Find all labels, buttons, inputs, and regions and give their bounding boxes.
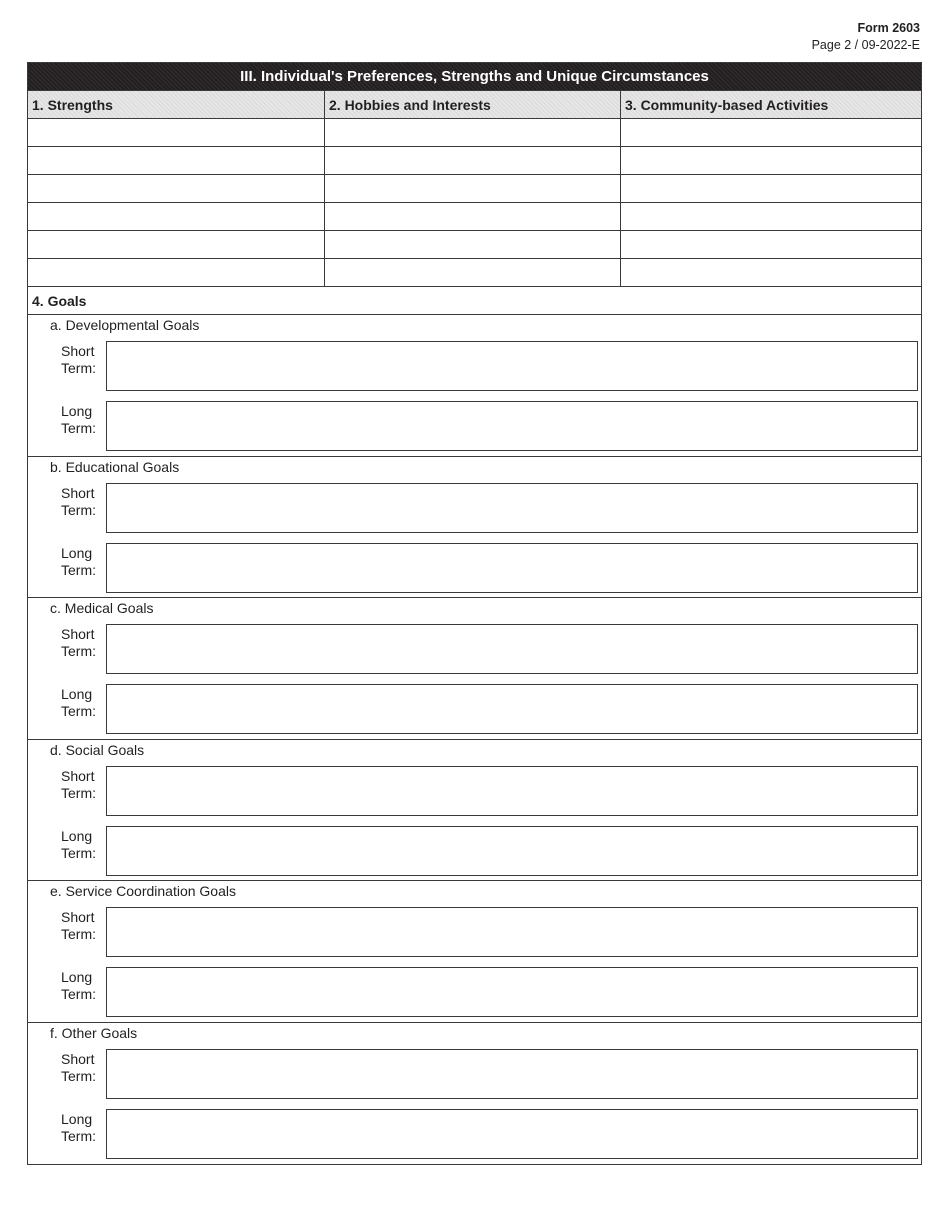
form-header: [812, 20, 920, 54]
table-row: [28, 119, 921, 147]
medical-short-term-field[interactable]: [106, 624, 918, 674]
column-header-row: [28, 91, 921, 119]
goal-section-other: [28, 1023, 921, 1165]
community-activities-field[interactable]: [620, 259, 921, 286]
goal-label: f. Other Goals: [50, 1024, 138, 1041]
long-term-label: Long Term:: [61, 544, 96, 578]
community-activities-field[interactable]: [620, 203, 921, 230]
strengths-field[interactable]: [28, 203, 324, 230]
form-number: Form 2603: [857, 21, 920, 35]
table-row: [28, 147, 921, 175]
goal-label: c. Medical Goals: [50, 600, 154, 616]
column-header-community-activities: 3. Community-based Activities: [620, 91, 921, 118]
hobbies-field[interactable]: [324, 175, 620, 202]
short-term-label: Short Term:: [61, 484, 96, 518]
other-long-term-field[interactable]: [106, 1109, 918, 1159]
strengths-field[interactable]: [28, 231, 324, 258]
hobbies-field[interactable]: [324, 259, 620, 286]
goal-label: e. Service Coordination Goals: [50, 883, 236, 899]
goals-title: 4. Goals: [28, 287, 921, 315]
column-header-strengths: 1. Strengths: [28, 91, 324, 118]
strengths-field[interactable]: [28, 259, 324, 286]
hobbies-field[interactable]: [324, 119, 620, 146]
hobbies-field[interactable]: [324, 231, 620, 258]
other-short-term-field[interactable]: [106, 1049, 918, 1099]
educational-long-term-field[interactable]: [106, 543, 918, 593]
page-info: Page 2 / 09-2022-E: [811, 38, 920, 52]
developmental-short-term-field[interactable]: [106, 341, 918, 391]
social-short-term-field[interactable]: [106, 766, 918, 816]
long-term-label: Long Term:: [61, 403, 96, 436]
short-term-label: Short Term:: [61, 909, 96, 942]
community-activities-field[interactable]: [620, 147, 921, 174]
section-title: III. Individual's Preferences, Strengths and Unique Circumstances: [28, 63, 921, 91]
hobbies-field[interactable]: [324, 203, 620, 230]
column-header-hobbies: 2. Hobbies and Interests: [324, 91, 620, 118]
community-activities-field[interactable]: [620, 175, 921, 202]
goal-section-developmental: [28, 315, 921, 457]
educational-short-term-field[interactable]: [106, 483, 918, 533]
goal-label: b. Educational Goals: [50, 458, 180, 475]
preferences-section: [27, 62, 922, 1165]
table-row: [28, 231, 921, 259]
strengths-field[interactable]: [28, 175, 324, 202]
table-row: [28, 175, 921, 203]
developmental-long-term-field[interactable]: [106, 401, 918, 451]
goal-section-service-coordination: [28, 881, 921, 1023]
community-activities-field[interactable]: [620, 231, 921, 258]
goal-section-educational: [28, 457, 921, 599]
goal-section-medical: [28, 598, 921, 740]
goal-label: d. Social Goals: [50, 741, 145, 758]
social-long-term-field[interactable]: [106, 826, 918, 876]
short-term-label: Short Term:: [61, 626, 96, 659]
strengths-field[interactable]: [28, 119, 324, 146]
long-term-label: Long Term:: [61, 686, 96, 719]
long-term-label: Long Term:: [61, 969, 96, 1002]
service-coordination-short-term-field[interactable]: [106, 907, 918, 957]
short-term-label: Short Term:: [61, 767, 96, 801]
community-activities-field[interactable]: [620, 119, 921, 146]
table-row: [28, 259, 921, 287]
service-coordination-long-term-field[interactable]: [106, 967, 918, 1017]
hobbies-field[interactable]: [324, 147, 620, 174]
short-term-label: Short Term:: [61, 1050, 96, 1084]
long-term-label: Long Term:: [61, 827, 96, 861]
goal-label: a. Developmental Goals: [50, 317, 200, 333]
table-row: [28, 203, 921, 231]
strengths-field[interactable]: [28, 147, 324, 174]
medical-long-term-field[interactable]: [106, 684, 918, 734]
goal-section-social: [28, 740, 921, 882]
long-term-label: Long Term:: [61, 1110, 96, 1144]
short-term-label: Short Term:: [61, 343, 96, 376]
